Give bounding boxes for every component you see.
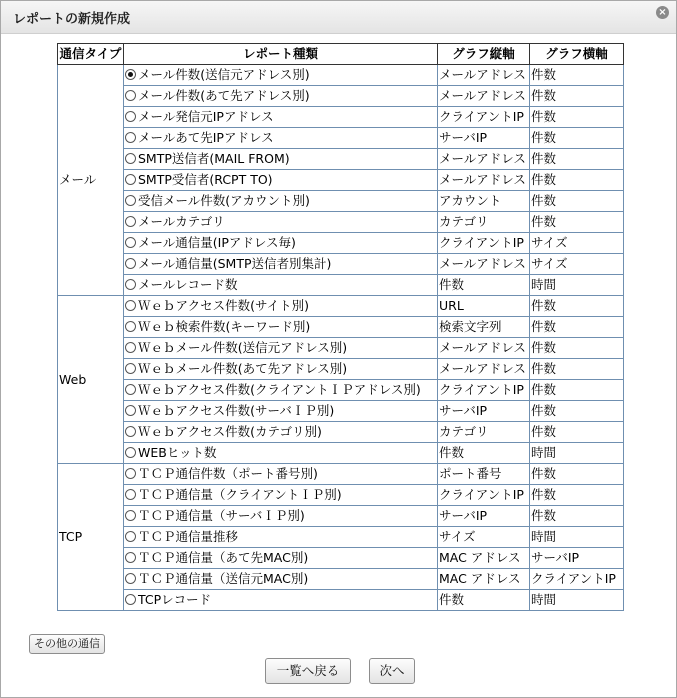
radio-button[interactable] [125, 447, 136, 458]
x-axis-cell: 時間 [530, 590, 624, 611]
y-axis-cell: アカウント [438, 191, 530, 212]
y-axis-cell: サーバIP [438, 506, 530, 527]
report-label: 受信メール件数(アカウント別) [138, 193, 310, 208]
report-option[interactable] [124, 149, 438, 170]
x-axis-cell: 件数 [530, 128, 624, 149]
report-option[interactable] [124, 65, 438, 86]
x-axis-cell: 件数 [530, 65, 624, 86]
report-label: Ｗｅｂアクセス件数(クライアントＩＰアドレス別) [138, 382, 421, 397]
report-option[interactable] [124, 233, 438, 254]
x-axis-cell: 件数 [530, 170, 624, 191]
report-label: SMTP送信者(MAIL FROM) [138, 151, 290, 166]
x-axis-cell: 件数 [530, 422, 624, 443]
report-option[interactable] [124, 338, 438, 359]
y-axis-cell: サイズ [438, 527, 530, 548]
report-label: Ｗｅｂアクセス件数(サーバＩＰ別) [138, 403, 335, 418]
report-option[interactable] [124, 170, 438, 191]
y-axis-cell: クライアントIP [438, 107, 530, 128]
header-comm-type: 通信タイプ [58, 44, 124, 65]
table-header-row [58, 44, 624, 65]
table-row [58, 359, 624, 380]
radio-button[interactable] [125, 363, 136, 374]
radio-button[interactable] [125, 195, 136, 206]
comm-type-cell: TCP [58, 464, 124, 611]
report-option[interactable] [124, 485, 438, 506]
x-axis-cell: 件数 [530, 485, 624, 506]
radio-button[interactable] [125, 279, 136, 290]
report-label: ＴＣＰ通信量（サーバＩＰ別) [138, 508, 305, 523]
radio-button[interactable] [125, 531, 136, 542]
report-label: Ｗｅｂアクセス件数(サイト別) [138, 298, 310, 313]
x-axis-cell: 件数 [530, 191, 624, 212]
x-axis-cell: 時間 [530, 527, 624, 548]
y-axis-cell: メールアドレス [438, 86, 530, 107]
report-table [57, 43, 624, 611]
x-axis-cell: 件数 [530, 212, 624, 233]
report-label: WEBヒット数 [138, 445, 217, 460]
radio-button[interactable] [125, 300, 136, 311]
table-row [58, 170, 624, 191]
report-option[interactable] [124, 443, 438, 464]
radio-button[interactable] [125, 510, 136, 521]
table-row [58, 485, 624, 506]
report-label: Ｗｅｂメール件数(あて先アドレス別) [138, 361, 348, 376]
table-row [58, 401, 624, 422]
y-axis-cell: サーバIP [438, 128, 530, 149]
report-option[interactable] [124, 107, 438, 128]
table-row [58, 443, 624, 464]
close-icon[interactable]: × [656, 6, 669, 19]
report-option[interactable] [124, 464, 438, 485]
x-axis-cell: 件数 [530, 149, 624, 170]
y-axis-cell: 件数 [438, 443, 530, 464]
radio-button[interactable] [125, 342, 136, 353]
table-row [58, 506, 624, 527]
report-label: ＴＣＰ通信件数（ポート番号別) [138, 466, 318, 481]
report-label: メール件数(送信元アドレス別) [138, 67, 310, 82]
table-row [58, 128, 624, 149]
radio-button[interactable] [125, 216, 136, 227]
report-label: SMTP受信者(RCPT TO) [138, 172, 273, 187]
report-option[interactable] [124, 317, 438, 338]
x-axis-cell: 件数 [530, 380, 624, 401]
report-option[interactable] [124, 590, 438, 611]
table-row [58, 590, 624, 611]
back-to-list-button[interactable]: 一覧へ戻る [265, 658, 351, 684]
radio-button[interactable] [125, 489, 136, 500]
radio-button[interactable] [125, 111, 136, 122]
table-row [58, 275, 624, 296]
report-option[interactable] [124, 506, 438, 527]
x-axis-cell: サイズ [530, 254, 624, 275]
x-axis-cell: 件数 [530, 107, 624, 128]
report-option[interactable] [124, 359, 438, 380]
report-option[interactable] [124, 422, 438, 443]
comm-type-cell: メール [58, 65, 124, 296]
report-label: TCPレコード [138, 592, 212, 607]
table-row [58, 191, 624, 212]
report-option[interactable] [124, 569, 438, 590]
header-y-axis: グラフ縦軸 [438, 44, 530, 65]
dialog-title: レポートの新規作成 [13, 12, 131, 27]
report-label: ＴＣＰ通信量推移 [138, 529, 239, 544]
report-option[interactable] [124, 548, 438, 569]
y-axis-cell: メールアドレス [438, 170, 530, 191]
radio-button[interactable] [125, 90, 136, 101]
radio-button[interactable] [125, 552, 136, 563]
comm-type-cell: Web [58, 296, 124, 464]
radio-button[interactable] [125, 69, 136, 80]
table-row [58, 527, 624, 548]
y-axis-cell: MAC アドレス [438, 548, 530, 569]
table-row [58, 338, 624, 359]
y-axis-cell: メールアドレス [438, 149, 530, 170]
radio-button[interactable] [125, 468, 136, 479]
y-axis-cell: 検索文字列 [438, 317, 530, 338]
table-row [58, 233, 624, 254]
report-option[interactable] [124, 296, 438, 317]
x-axis-cell: 件数 [530, 506, 624, 527]
x-axis-cell: 件数 [530, 359, 624, 380]
x-axis-cell: 件数 [530, 401, 624, 422]
report-option[interactable] [124, 128, 438, 149]
y-axis-cell: 件数 [438, 590, 530, 611]
radio-button[interactable] [125, 573, 136, 584]
report-label: ＴＣＰ通信量（送信元MAC別) [138, 571, 309, 586]
radio-button[interactable] [125, 405, 136, 416]
y-axis-cell: MAC アドレス [438, 569, 530, 590]
table-row [58, 254, 624, 275]
report-label: メール発信元IPアドレス [138, 109, 274, 124]
report-label: メールレコード数 [138, 277, 238, 292]
table-row [58, 464, 624, 485]
table-row [58, 86, 624, 107]
x-axis-cell: 件数 [530, 464, 624, 485]
radio-button[interactable] [125, 384, 136, 395]
report-option[interactable] [124, 527, 438, 548]
x-axis-cell: 時間 [530, 275, 624, 296]
report-option[interactable] [124, 275, 438, 296]
x-axis-cell: 件数 [530, 86, 624, 107]
table-row [58, 548, 624, 569]
table-row [58, 212, 624, 233]
radio-button[interactable] [125, 132, 136, 143]
y-axis-cell: 件数 [438, 275, 530, 296]
radio-button[interactable] [125, 153, 136, 164]
x-axis-cell: クライアントIP [530, 569, 624, 590]
next-button[interactable]: 次へ [369, 658, 415, 684]
radio-button[interactable] [125, 237, 136, 248]
y-axis-cell: クライアントIP [438, 485, 530, 506]
table-row [58, 422, 624, 443]
other-protocol-button[interactable]: その他の通信 [29, 634, 105, 654]
report-label: Ｗｅｂ検索件数(キーワード別) [138, 319, 311, 334]
report-option[interactable] [124, 380, 438, 401]
radio-button[interactable] [125, 258, 136, 269]
report-label: メール通信量(IPアドレス毎) [138, 235, 296, 250]
radio-button[interactable] [125, 594, 136, 605]
y-axis-cell: クライアントIP [438, 233, 530, 254]
y-axis-cell: メールアドレス [438, 359, 530, 380]
y-axis-cell: サーバIP [438, 401, 530, 422]
y-axis-cell: メールアドレス [438, 65, 530, 86]
y-axis-cell: メールアドレス [438, 254, 530, 275]
x-axis-cell: サーバIP [530, 548, 624, 569]
report-label: メール件数(あて先アドレス別) [138, 88, 310, 103]
report-label: Ｗｅｂアクセス件数(カテゴリ別) [138, 424, 322, 439]
report-label: Ｗｅｂメール件数(送信元アドレス別) [138, 340, 348, 355]
report-option[interactable] [124, 212, 438, 233]
y-axis-cell: カテゴリ [438, 422, 530, 443]
table-row [58, 149, 624, 170]
report-option[interactable] [124, 254, 438, 275]
report-label: ＴＣＰ通信量（あて先MAC別) [138, 550, 309, 565]
radio-button[interactable] [125, 174, 136, 185]
y-axis-cell: ポート番号 [438, 464, 530, 485]
report-option[interactable] [124, 86, 438, 107]
table-row [58, 296, 624, 317]
table-row [58, 65, 624, 86]
report-label: ＴＣＰ通信量（クライアントＩＰ別) [138, 487, 342, 502]
radio-button[interactable] [125, 321, 136, 332]
report-option[interactable] [124, 191, 438, 212]
x-axis-cell: 件数 [530, 296, 624, 317]
table-row [58, 380, 624, 401]
dialog-titlebar [1, 1, 676, 34]
y-axis-cell: URL [438, 296, 530, 317]
x-axis-cell: サイズ [530, 233, 624, 254]
report-option[interactable] [124, 401, 438, 422]
table-row [58, 317, 624, 338]
report-label: メールあて先IPアドレス [138, 130, 274, 145]
report-label: メール通信量(SMTP送信者別集計) [138, 256, 332, 271]
x-axis-cell: 時間 [530, 443, 624, 464]
y-axis-cell: カテゴリ [438, 212, 530, 233]
header-report-type: レポート種類 [124, 44, 438, 65]
header-x-axis: グラフ横軸 [530, 44, 624, 65]
y-axis-cell: メールアドレス [438, 338, 530, 359]
x-axis-cell: 件数 [530, 338, 624, 359]
radio-button[interactable] [125, 426, 136, 437]
x-axis-cell: 件数 [530, 317, 624, 338]
y-axis-cell: クライアントIP [438, 380, 530, 401]
table-row [58, 107, 624, 128]
table-row [58, 569, 624, 590]
report-label: メールカテゴリ [138, 214, 225, 229]
